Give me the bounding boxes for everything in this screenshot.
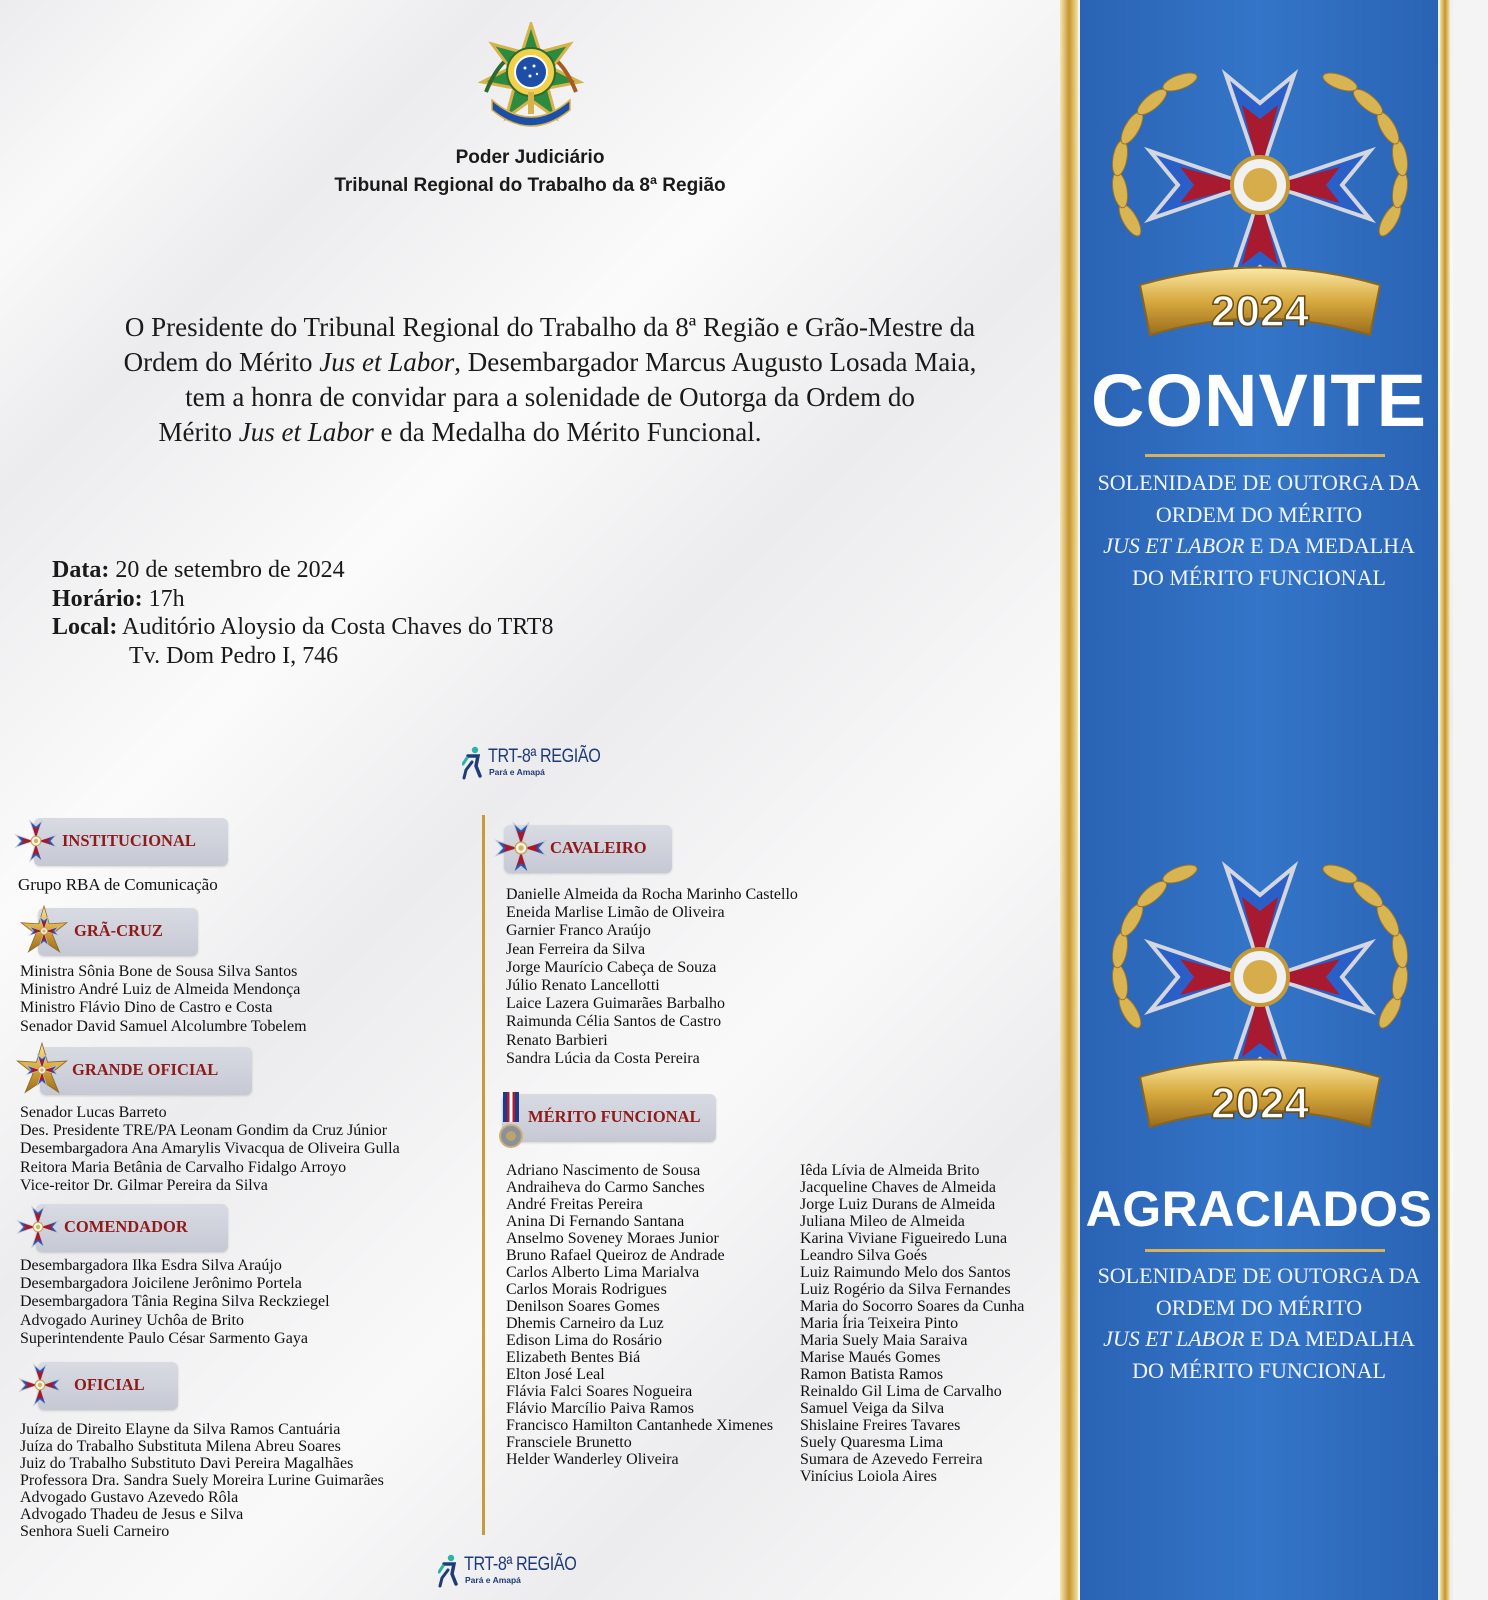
honoree-name: Vinícius Loiola Aires bbox=[800, 1468, 937, 1485]
honoree-name: Advogado Auriney Uchôa de Brito bbox=[20, 1311, 244, 1329]
logo-sub: Pará e Amapá bbox=[489, 767, 545, 777]
honoree-name: Eneida Marlise Limão de Oliveira bbox=[506, 904, 725, 922]
medal-year: 2024 bbox=[1211, 287, 1309, 336]
order-name-italic: Jus et Labor bbox=[238, 417, 374, 447]
honoree-name: Helder Wanderley Oliveira bbox=[506, 1451, 679, 1468]
honoree-name: Elizabeth Bentes Biá bbox=[506, 1349, 641, 1366]
honoree-name: Renato Barbieri bbox=[506, 1031, 608, 1049]
honoree-name: Vice-reitor Dr. Gilmar Pereira da Silva bbox=[20, 1176, 268, 1194]
invitation-text-segment: Ordem do Mérito bbox=[123, 347, 320, 377]
honoree-name: Ministra Sônia Bone de Sousa Silva Santos bbox=[20, 963, 298, 980]
honoree-name: Senador Lucas Barreto bbox=[20, 1104, 167, 1121]
subtitle-line bbox=[1080, 530, 1438, 562]
cross-badge-icon bbox=[16, 1205, 60, 1249]
honoree-name: Bruno Rafael Queiroz de Andrade bbox=[506, 1247, 725, 1264]
honoree-name: Andraiheva do Carmo Sanches bbox=[506, 1179, 705, 1196]
section-title: CAVALEIRO bbox=[550, 838, 647, 857]
honoree-name: Samuel Veiga da Silva bbox=[800, 1400, 945, 1417]
honoree-name: Luiz Rogério da Silva Fernandes bbox=[800, 1281, 1011, 1298]
order-medal-emblem-top bbox=[1090, 50, 1430, 350]
honoree-name: Sandra Lúcia da Costa Pereira bbox=[506, 1049, 700, 1067]
honoree-name: Ministro Flávio Dino de Castro e Costa bbox=[20, 999, 273, 1017]
honoree-name: Senador David Samuel Alcolumbre Tobelem bbox=[20, 1017, 307, 1035]
honoree-name: Danielle Almeida da Rocha Marinho Castello bbox=[506, 886, 798, 903]
event-date bbox=[52, 556, 553, 585]
honoree-name: Juliana Mileo de Almeida bbox=[800, 1213, 965, 1230]
honoree-name: Carlos Morais Rodrigues bbox=[506, 1281, 667, 1298]
section-title: GRANDE OFICIAL bbox=[72, 1060, 219, 1079]
event-details bbox=[52, 556, 553, 670]
subtitle-line: SOLENIDADE DE OUTORGA DA bbox=[1097, 1263, 1421, 1288]
honoree-name: Adriano Nascimento de Sousa bbox=[506, 1162, 701, 1179]
subtitle-line: ORDEM DO MÉRITO bbox=[1155, 501, 1363, 527]
honoree-name: Carlos Alberto Lima Marialva bbox=[506, 1264, 700, 1281]
section-title: COMENDADOR bbox=[64, 1217, 188, 1236]
time-label: Horário: bbox=[52, 585, 143, 612]
ribbon-subtitle-top bbox=[1080, 467, 1438, 593]
honoree-name: Laice Lazera Guimarães Barbalho bbox=[506, 995, 725, 1013]
invitation-text-segment: , Desembargador Marcus Augusto Losada Maia, bbox=[454, 347, 977, 377]
cross-badge-icon bbox=[18, 1363, 62, 1407]
honoree-name: Anina Di Fernando Santana bbox=[506, 1213, 685, 1230]
subtitle-line: SOLENIDADE DE OUTORGA DA bbox=[1097, 470, 1421, 495]
honoree-name: Reitora Maria Betânia de Carvalho Fidalgo Arroyo bbox=[20, 1158, 347, 1176]
honoree-name: Maria do Socorro Soares da Cunha bbox=[800, 1298, 1025, 1315]
gold-divider-line bbox=[1145, 1249, 1385, 1252]
honoree-name: Garnier Franco Araújo bbox=[506, 922, 651, 940]
section-title: INSTITUCIONAL bbox=[62, 831, 196, 850]
honoree-name: Desembargadora Tânia Regina Silva Reckziegel bbox=[20, 1293, 330, 1311]
gold-border-right bbox=[1440, 0, 1450, 1600]
honoree-name: Francisco Hamilton Cantanhede Ximenes bbox=[506, 1417, 774, 1434]
honoree-name: Shislaine Freires Tavares bbox=[800, 1417, 961, 1434]
cross-badge-icon bbox=[494, 821, 548, 875]
honoree-name: Anselmo Soveney Moraes Junior bbox=[506, 1230, 719, 1247]
place-label: Local: bbox=[52, 614, 118, 640]
gra-cruz-list bbox=[20, 963, 307, 1036]
logo-name: TRT-8ª REGIÃO bbox=[488, 746, 601, 767]
honoree-name: Ministro André Luiz de Almeida Mendonça bbox=[20, 981, 301, 999]
honoree-name: Juíza de Direito Elayne da Silva Ramos Cantuária bbox=[20, 1421, 341, 1438]
honoree-name: Superintendente Paulo César Sarmento Gaya bbox=[20, 1329, 308, 1347]
honoree-name: André Freitas Pereira bbox=[506, 1196, 643, 1213]
honoree-name: Iêda Lívia de Almeida Brito bbox=[800, 1162, 980, 1179]
subtitle-line: ORDEM DO MÉRITO bbox=[1155, 1294, 1363, 1320]
section-header-merito-funcional bbox=[498, 1094, 701, 1140]
org-line-2: Tribunal Regional do Trabalho da 8ª Região bbox=[334, 175, 726, 196]
order-name-italic: Jus et Labor bbox=[319, 347, 455, 377]
honoree-name: Fransciele Brunetto bbox=[506, 1434, 632, 1451]
honoree-name: Sumara de Azevedo Ferreira bbox=[800, 1451, 983, 1468]
star-badge-icon bbox=[18, 905, 70, 957]
merito-funcional-list-col2 bbox=[800, 1162, 1024, 1485]
section-title: GRÃ-CRUZ bbox=[74, 921, 163, 940]
logo-name: TRT-8ª REGIÃO bbox=[464, 1554, 577, 1575]
honoree-name: Jacqueline Chaves de Almeida bbox=[800, 1179, 996, 1196]
invitation-line-4 bbox=[40, 415, 1060, 450]
order-medal-emblem-bottom bbox=[1090, 842, 1430, 1142]
honoree-name: Maria Suely Maia Saraiva bbox=[800, 1332, 968, 1349]
cavaleiro-list bbox=[506, 886, 798, 1068]
section-title: OFICIAL bbox=[74, 1375, 145, 1394]
section-header-gra-cruz bbox=[18, 908, 163, 954]
ribbon-edge bbox=[1453, 0, 1488, 1600]
honoree-name: Denilson Soares Gomes bbox=[506, 1298, 660, 1315]
honoree-name: Juiz do Trabalho Substituto Davi Pereira Magalhães bbox=[20, 1455, 354, 1472]
subtitle-line: DO MÉRITO FUNCIONAL bbox=[1132, 1357, 1386, 1383]
invitation-text-segment: Mérito bbox=[158, 417, 239, 447]
section-title: MÉRITO FUNCIONAL bbox=[528, 1107, 701, 1126]
honoree-name: Senhora Sueli Carneiro bbox=[20, 1523, 170, 1540]
honoree-name: Edison Lima do Rosário bbox=[506, 1332, 662, 1349]
section-header-institucional bbox=[14, 818, 196, 864]
honoree-name: Flávia Falci Soares Nogueira bbox=[506, 1383, 693, 1400]
honoree-name: Maria Íria Teixeira Pinto bbox=[800, 1315, 959, 1332]
medal-icon bbox=[498, 1092, 524, 1154]
honoree-name: Jorge Maurício Cabeça de Souza bbox=[506, 958, 717, 976]
invitation-text bbox=[40, 310, 1060, 450]
honoree-name: Juíza do Trabalho Substituta Milena Abreu Soares bbox=[20, 1438, 341, 1455]
gold-divider-line bbox=[1145, 454, 1385, 457]
agraciados-title: AGRACIADOS bbox=[1085, 1181, 1433, 1237]
honoree-name: Elton José Leal bbox=[506, 1366, 605, 1383]
invitation-line-3: tem a honra de convidar para a solenidade de Outorga da Ordem do bbox=[185, 382, 915, 412]
gold-border-left bbox=[1060, 0, 1078, 1600]
subtitle-text-segment: E DA MEDALHA bbox=[1244, 533, 1415, 558]
merito-funcional-list-col1 bbox=[506, 1162, 773, 1468]
event-time bbox=[52, 585, 553, 614]
invitation-text-segment: e da Medalha do Mérito Funcional. bbox=[373, 417, 762, 447]
honoree-name: Desembargadora Ana Amarylis Vivacqua de Oliveira Gulla bbox=[20, 1140, 400, 1158]
honoree-name: Reinaldo Gil Lima de Carvalho bbox=[800, 1383, 1002, 1400]
section-header-grande-oficial bbox=[14, 1047, 218, 1093]
place-value: Auditório Aloysio da Costa Chaves do TRT8 bbox=[122, 614, 554, 640]
honoree-name: Jorge Luiz Durans de Almeida bbox=[800, 1196, 996, 1213]
org-line-1: Poder Judiciário bbox=[455, 147, 605, 168]
honoree-name: Flávio Marcílio Paiva Ramos bbox=[506, 1400, 694, 1417]
order-name-italic: JUS ET LABOR bbox=[1103, 533, 1245, 558]
star-badge-icon bbox=[14, 1042, 70, 1098]
convite-title: CONVITE bbox=[1091, 359, 1427, 442]
trt8-logo-icon bbox=[438, 1554, 460, 1588]
brazil-coat-of-arms-emblem bbox=[478, 22, 584, 134]
date-value: 20 de setembro de 2024 bbox=[115, 557, 345, 583]
comendador-list bbox=[20, 1257, 330, 1348]
honoree-name: Raimunda Célia Santos de Castro bbox=[506, 1013, 722, 1031]
oficial-list bbox=[20, 1421, 384, 1540]
date-label: Data: bbox=[52, 557, 110, 583]
column-divider bbox=[482, 815, 485, 1535]
honoree-name: Desembargadora Ilka Esdra Silva Araújo bbox=[20, 1257, 282, 1274]
honoree-name: Suely Quaresma Lima bbox=[800, 1434, 944, 1451]
section-header-comendador bbox=[16, 1204, 188, 1250]
logo-sub: Pará e Amapá bbox=[465, 1575, 521, 1585]
ribbon-subtitle-bottom bbox=[1080, 1260, 1438, 1386]
honoree-name: Professora Dra. Sandra Suely Moreira Lurine Guimarães bbox=[20, 1472, 384, 1489]
honoree-name: Marise Maués Gomes bbox=[800, 1349, 941, 1366]
trt8-logo bbox=[462, 746, 620, 780]
invitation-line-1: O Presidente do Tribunal Regional do Trabalho da 8ª Região e Grão-Mestre da bbox=[124, 312, 976, 342]
medal-year: 2024 bbox=[1211, 1079, 1309, 1128]
event-place bbox=[52, 613, 553, 642]
order-name-italic: JUS ET LABOR bbox=[1103, 1326, 1245, 1351]
honoree-name: Ramon Batista Ramos bbox=[800, 1366, 944, 1383]
subtitle-text-segment: E DA MEDALHA bbox=[1244, 1326, 1415, 1351]
section-header-cavaleiro bbox=[494, 825, 647, 871]
honoree-name: Júlio Renato Lancellotti bbox=[506, 977, 660, 995]
invitation-line-2 bbox=[40, 345, 1060, 380]
honoree-name: Leandro Silva Goés bbox=[800, 1247, 928, 1264]
event-address: Tv. Dom Pedro I, 746 bbox=[129, 642, 339, 669]
subtitle-line: DO MÉRITO FUNCIONAL bbox=[1132, 564, 1386, 590]
honoree-name: Grupo RBA de Comunicação bbox=[18, 875, 218, 894]
institucional-list bbox=[18, 876, 218, 894]
honoree-name: Des. Presidente TRE/PA Leonam Gondim da Cruz Júnior bbox=[20, 1122, 388, 1140]
honoree-name: Karina Viviane Figueiredo Luna bbox=[800, 1230, 1008, 1247]
trt8-logo-bottom bbox=[438, 1554, 596, 1588]
time-value: 17h bbox=[148, 585, 185, 612]
honoree-name: Jean Ferreira da Silva bbox=[506, 940, 646, 958]
honoree-name: Advogado Gustavo Azevedo Rôla bbox=[20, 1489, 239, 1506]
trt8-logo-icon bbox=[462, 746, 484, 780]
honoree-name: Advogado Thadeu de Jesus e Silva bbox=[20, 1506, 244, 1523]
honoree-name: Luiz Raimundo Melo dos Santos bbox=[800, 1264, 1011, 1281]
section-header-oficial bbox=[18, 1362, 145, 1408]
grande-oficial-list bbox=[20, 1104, 400, 1195]
subtitle-line bbox=[1080, 1323, 1438, 1355]
invitation-panel bbox=[0, 0, 1060, 795]
honoree-name: Dhemis Carneiro da Luz bbox=[506, 1315, 664, 1332]
honoree-name: Desembargadora Joicilene Jerônimo Portela bbox=[20, 1275, 302, 1293]
cross-badge-icon bbox=[14, 819, 58, 863]
